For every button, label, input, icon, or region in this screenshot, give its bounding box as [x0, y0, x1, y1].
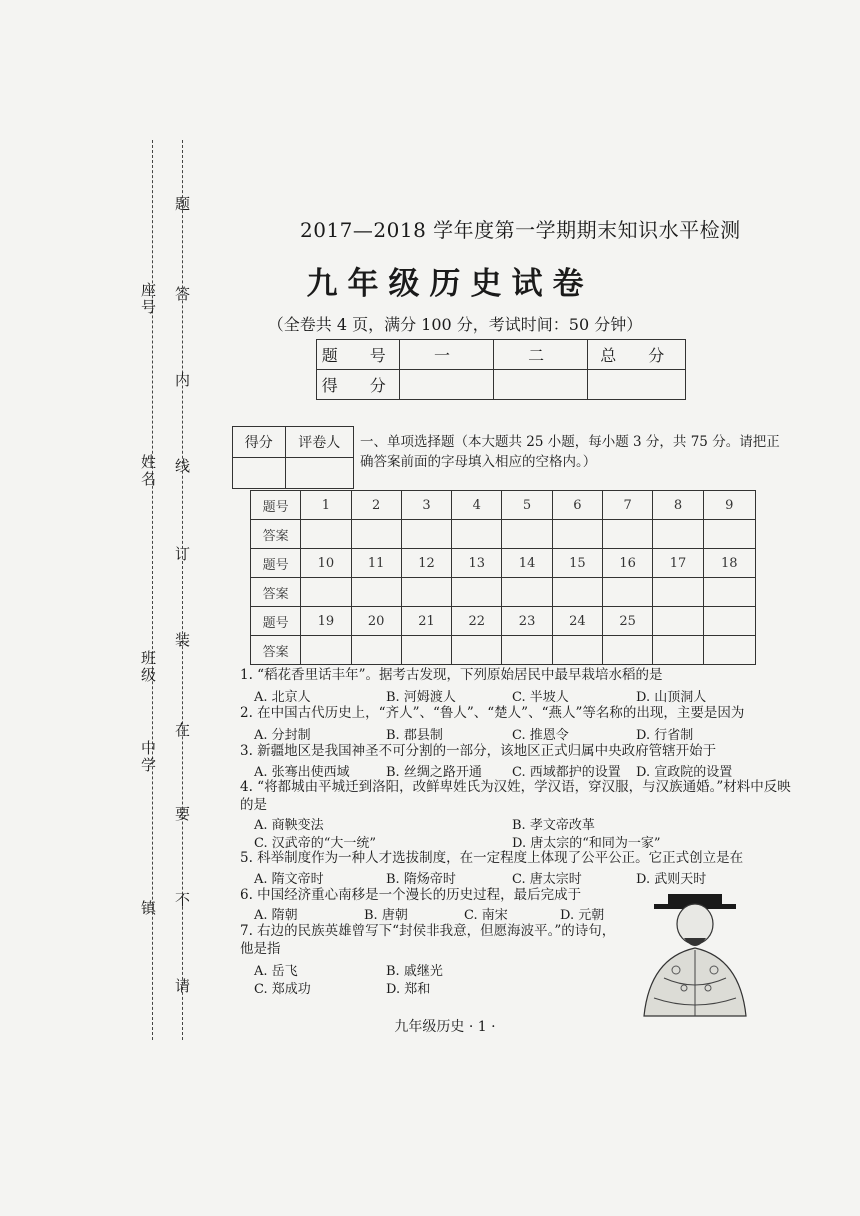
q5-option-b: B. 隋炀帝时	[386, 872, 456, 887]
seat-label: 座号	[139, 282, 157, 316]
town-label: 镇	[139, 900, 157, 917]
question-7-stem: 7. 右边的民族英雄曾写下“封侯非我意，但愿海波平。”的诗句，	[240, 923, 616, 939]
q6-option-a: A. 隋朝	[254, 908, 298, 923]
score-table	[316, 339, 686, 400]
page-footer: 九年级历史 · 1 ·	[394, 1019, 496, 1035]
margin-char-10: 请	[173, 978, 191, 995]
grid-answer-cell[interactable]	[603, 636, 653, 665]
grid-answer-cell	[703, 636, 755, 665]
grid-answer-cell[interactable]	[452, 578, 502, 607]
grid-answer-cell	[653, 636, 703, 665]
grid-q-15: 15	[552, 549, 602, 578]
grid-label-q: 题号	[251, 491, 301, 520]
question-1-stem: 1. “稻花香里话丰年”。据考古发现，下列原始居民中最早栽培水稻的是	[240, 667, 663, 683]
portrait-illustration	[624, 888, 766, 1018]
q2-option-a: A. 分封制	[254, 728, 311, 743]
grid-label-q: 题号	[251, 607, 301, 636]
grid-q-19: 19	[301, 607, 351, 636]
margin-char-6: 装	[173, 632, 191, 649]
margin-char-2: 答	[173, 286, 191, 303]
q7-option-a: A. 岳飞	[254, 964, 298, 979]
margin-char-5: 订	[173, 546, 191, 563]
grader-table	[232, 426, 354, 489]
q3-option-d: D. 宣政院的设置	[636, 765, 733, 780]
grid-q-7: 7	[603, 491, 653, 520]
q6-option-d: D. 元朝	[560, 908, 605, 923]
q3-option-c: C. 西域都护的设置	[512, 765, 621, 780]
q2-option-b: B. 郡县制	[386, 728, 443, 743]
answer-grid-arow-1	[251, 520, 756, 549]
grid-label-q: 题号	[251, 549, 301, 578]
q3-option-b: B. 丝绸之路开通	[386, 765, 482, 780]
grader-score-header: 得分	[233, 427, 286, 458]
answer-grid-qrow-1	[251, 491, 756, 520]
grid-q-12: 12	[401, 549, 451, 578]
margin-char-9: 不	[173, 892, 191, 909]
margin-char-7: 在	[173, 722, 191, 739]
grid-answer-cell[interactable]	[703, 578, 755, 607]
q4-option-c: C. 汉武帝的“大一统”	[254, 836, 377, 851]
grid-q-13: 13	[452, 549, 502, 578]
grid-q-5: 5	[502, 491, 552, 520]
grid-q-empty	[703, 607, 755, 636]
score-row-label: 得 分	[317, 370, 400, 400]
grader-name-header: 评卷人	[285, 427, 353, 458]
q2-option-c: C. 推恩令	[512, 728, 569, 743]
grid-q-10: 10	[301, 549, 351, 578]
grid-q-3: 3	[401, 491, 451, 520]
grid-answer-cell[interactable]	[552, 636, 602, 665]
grid-answer-cell[interactable]	[653, 578, 703, 607]
grader-score-cell[interactable]	[233, 458, 286, 489]
answer-grid-qrow-2	[251, 549, 756, 578]
grid-answer-cell[interactable]	[452, 636, 502, 665]
grid-answer-cell[interactable]	[502, 520, 552, 549]
score-header-part2: 二	[493, 340, 587, 370]
score-header-label: 题 号	[317, 340, 400, 370]
grid-answer-cell[interactable]	[351, 520, 401, 549]
grid-q-1: 1	[301, 491, 351, 520]
score-cell-total[interactable]	[587, 370, 685, 400]
grid-q-18: 18	[703, 549, 755, 578]
q5-option-a: A. 隋文帝时	[254, 872, 324, 887]
question-4-stem-cont: 的是	[240, 797, 267, 813]
margin-char-8: 要	[173, 806, 191, 823]
grid-label-a: 答案	[251, 636, 301, 665]
exam-title-line1: 2017—2018 学年度第一学期期末知识水平检测	[300, 218, 741, 242]
grid-answer-cell[interactable]	[703, 520, 755, 549]
grid-q-17: 17	[653, 549, 703, 578]
q1-option-d: D. 山顶洞人	[636, 690, 707, 705]
q7-option-d: D. 郑和	[386, 982, 431, 997]
q6-option-c: C. 南宋	[464, 908, 508, 923]
q5-option-c: C. 唐太宗时	[512, 872, 582, 887]
question-4-stem: 4. “将都城由平城迁到洛阳，改鲜卑姓氏为汉姓，学汉语，穿汉服，与汉族通婚。”材料中反映	[240, 779, 791, 795]
answer-grid	[250, 490, 756, 665]
grid-q-24: 24	[552, 607, 602, 636]
q1-option-c: C. 半坡人	[512, 690, 569, 705]
question-7-stem-cont: 他是指	[240, 941, 281, 957]
grid-q-25: 25	[603, 607, 653, 636]
grid-answer-cell[interactable]	[653, 520, 703, 549]
grid-q-11: 11	[351, 549, 401, 578]
q6-option-b: B. 唐朝	[364, 908, 408, 923]
question-2-stem: 2. 在中国古代历史上，“齐人”、“鲁人”、“楚人”、“燕人”等名称的出现，主要是因为	[240, 705, 745, 721]
grid-q-9: 9	[703, 491, 755, 520]
grid-q-16: 16	[603, 549, 653, 578]
grid-label-a: 答案	[251, 578, 301, 607]
grid-answer-cell[interactable]	[502, 636, 552, 665]
q5-option-d: D. 武则天时	[636, 872, 707, 887]
grid-answer-cell[interactable]	[351, 578, 401, 607]
answer-grid-arow-2	[251, 578, 756, 607]
q4-option-b: B. 孝文帝改革	[512, 818, 595, 833]
score-header-part1: 一	[399, 340, 493, 370]
question-6-stem: 6. 中国经济重心南移是一个漫长的历史过程，最后完成于	[240, 887, 582, 903]
grid-answer-cell[interactable]	[603, 578, 653, 607]
section-one-instructions: 一、单项选择题（本大题共 25 小题，每小题 3 分，共 75 分。请把正确答案前面的字母填入相应的空格内。）	[360, 434, 780, 470]
question-3-stem: 3. 新疆地区是我国神圣不可分割的一部分，该地区正式归属中央政府管辖开始于	[240, 743, 717, 759]
answer-grid-qrow-3	[251, 607, 756, 636]
class-label: 班级	[139, 650, 157, 684]
grid-answer-cell[interactable]	[301, 520, 351, 549]
score-header-total: 总 分	[587, 340, 685, 370]
q1-option-b: B. 河姆渡人	[386, 690, 456, 705]
grid-q-22: 22	[452, 607, 502, 636]
grid-q-6: 6	[552, 491, 602, 520]
grid-answer-cell[interactable]	[401, 520, 451, 549]
q7-option-c: C. 郑成功	[254, 982, 311, 997]
grid-answer-cell[interactable]	[552, 578, 602, 607]
school-label: 中学	[139, 740, 157, 774]
exam-subtitle: （全卷共 4 页，满分 100 分，考试时间：50 分钟）	[267, 315, 643, 334]
grid-answer-cell[interactable]	[603, 520, 653, 549]
q4-option-a: A. 商鞅变法	[254, 818, 324, 833]
grid-answer-cell[interactable]	[452, 520, 502, 549]
grid-q-empty	[653, 607, 703, 636]
grid-answer-cell[interactable]	[502, 578, 552, 607]
grid-q-14: 14	[502, 549, 552, 578]
grid-answer-cell[interactable]	[301, 578, 351, 607]
margin-char-1: 题	[173, 196, 191, 213]
score-cell-part2[interactable]	[493, 370, 587, 400]
grid-q-2: 2	[351, 491, 401, 520]
q3-option-a: A. 张骞出使西域	[254, 765, 350, 780]
answer-grid-arow-3	[251, 636, 756, 665]
margin-char-4: 线	[173, 458, 191, 475]
q7-option-b: B. 戚继光	[386, 964, 443, 979]
q4-option-d: D. 唐太宗的“和同为一家”	[512, 836, 661, 851]
grid-q-20: 20	[351, 607, 401, 636]
grid-label-a: 答案	[251, 520, 301, 549]
grid-answer-cell[interactable]	[301, 636, 351, 665]
grid-q-21: 21	[401, 607, 451, 636]
exam-title: 九年级历史试卷	[306, 266, 594, 302]
name-label: 姓名	[139, 454, 157, 488]
grader-name-cell[interactable]	[285, 458, 353, 489]
q1-option-a: A. 北京人	[254, 690, 311, 705]
grid-answer-cell[interactable]	[351, 636, 401, 665]
margin-char-3: 内	[173, 372, 191, 389]
q2-option-d: D. 行省制	[636, 728, 694, 743]
grid-q-4: 4	[452, 491, 502, 520]
score-cell-part1[interactable]	[399, 370, 493, 400]
question-5-stem: 5. 科举制度作为一种人才选拔制度，在一定程度上体现了公平公正。它正式创立是在	[240, 850, 744, 866]
grid-q-8: 8	[653, 491, 703, 520]
grid-q-23: 23	[502, 607, 552, 636]
grid-answer-cell[interactable]	[552, 520, 602, 549]
grid-answer-cell[interactable]	[401, 578, 451, 607]
grid-answer-cell[interactable]	[401, 636, 451, 665]
